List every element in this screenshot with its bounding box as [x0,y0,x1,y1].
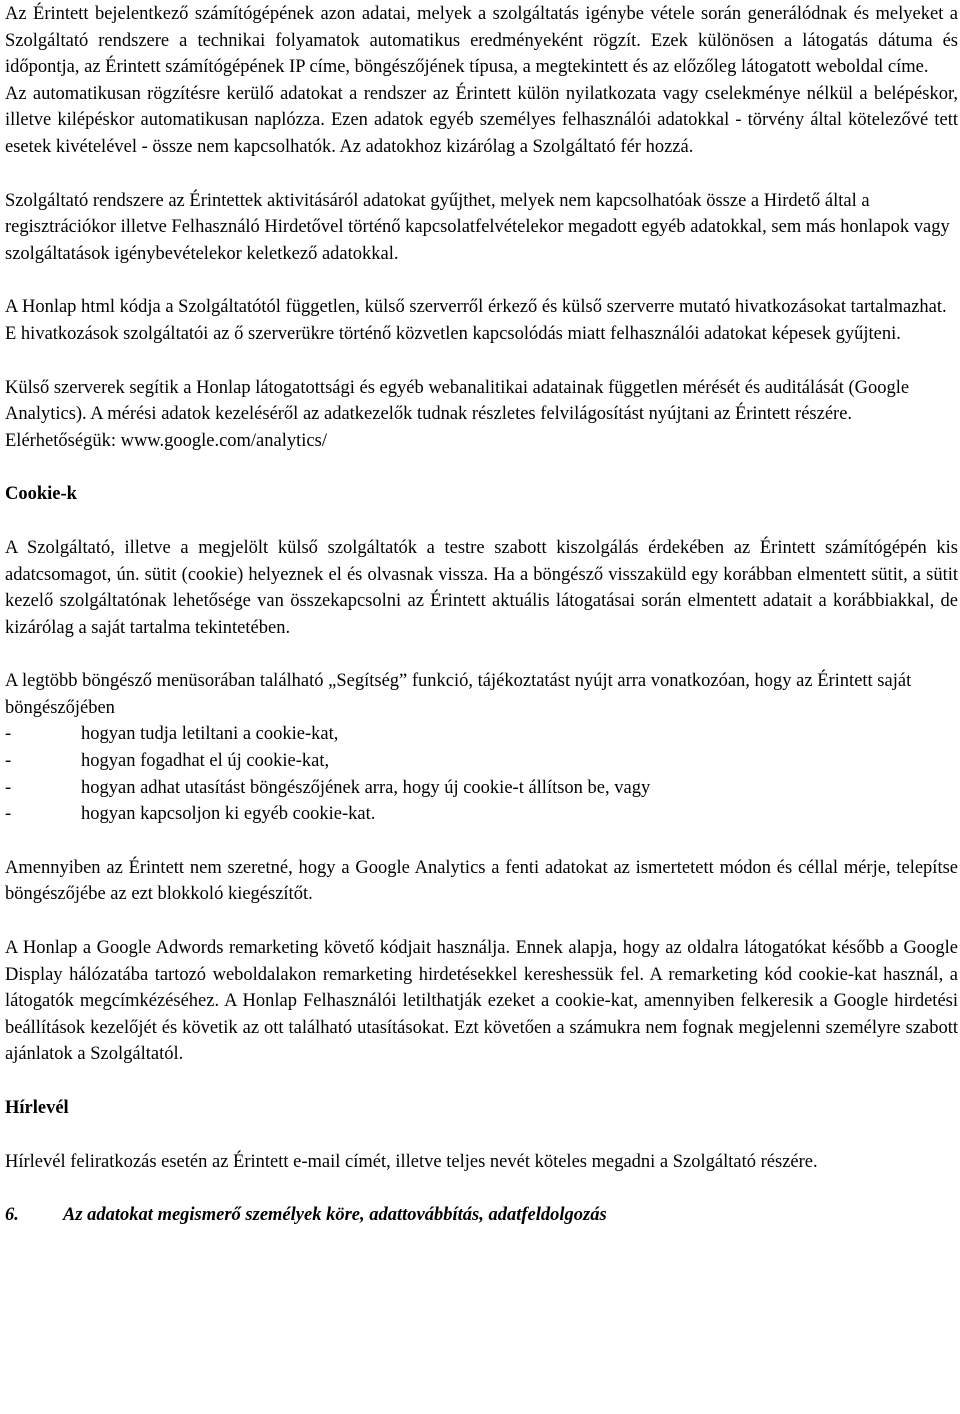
list-item-text: hogyan adhat utasítást böngészőjének arra, hogy új cookie-t állítson be, vagy [81,777,651,798]
spacer [5,508,958,535]
section-number: 6. [5,1205,19,1226]
spacer [5,1068,958,1095]
list-item-text: hogyan tudja letiltani a cookie-kat, [81,724,339,745]
spacer [5,267,958,294]
list-item [5,748,958,775]
list-item [5,775,958,802]
paragraph-browser-help: A legtöbb böngésző menüsorában található „Segítség” funkció, tájékoztatást nyújt arra vonatkozóan, hogy az Érintett saját böngészőjében [5,671,912,718]
document-page [5,1,958,1229]
paragraph-activity-data: Szolgáltató rendszere az Érintettek aktivitásáról adatokat gyűjthet, melyek nem kapcsolhatóak össze a Hirdető által a regisztrációkor illetve Felhasználó Hirdetővel történő kapcsolatfelvételekor megadott egyéb adatokkal, sem más honlapok vagy szolgáltatások igénybevételekor keletkező adatokkal. [5,190,950,264]
paragraph-remarketing: A Honlap a Google Adwords remarketing követő kódjait használja. Ennek alapja, hogy az oldalra látogatókat később a Google Display hálózatába tartozó weboldalakon remarketing hirdetésekkel kereshessük fel. A remarketing kód cookie-kat használ, a látogatók megcímkézéséhez. A Honlap Felhasználói letilthatják ezeket a cookie-kat, amennyiben felkeresik a Google hirdetési beállítások kezelőjét és követik az ott található utasításokat. Ezt követően a számukra nem fognak megjelenni személyre szabott ajánlatok a Szolgáltatól. [5,938,958,1065]
spacer [5,641,958,668]
spacer [5,1122,958,1149]
paragraph-newsletter: Hírlevél feliratkozás esetén az Érintett e-mail címét, illetve teljes nevét köteles megadni a Szolgáltató részére. [5,1151,818,1172]
heading-cookies: Cookie-k [5,484,77,505]
spacer [5,348,958,375]
section-title: Az adatokat megismerő személyek köre, adattovábbítás, adatfeldolgozás [63,1205,607,1226]
paragraph-cookie-description: A Szolgáltató, illetve a megjelölt külső szolgáltatók a testre szabott kiszolgálás érdekében az Érintett számítógépén kis adatcsomagot, ún. sütit (cookie) helyeznek el és olvasnak vissza. Ha a böngésző visszaküld egy korábban elmentett sütit, a sütit kezelő szolgáltatónak lehetősége van összekapcsolni az Érintett aktuális látogatásai során elmentett adatait a korábbiakkal, de kizárólag a saját tartalma tekintetében. [5,537,958,638]
cookie-options-list [5,721,958,827]
spacer [5,828,958,855]
spacer [5,161,958,188]
list-dash: - [5,777,12,798]
spacer [5,454,958,481]
paragraph-analytics-contact: Elérhetőségük: www.google.com/analytics/ [5,430,327,451]
list-item [5,721,958,748]
list-dash: - [5,804,12,825]
list-item-text: hogyan kapcsoljon ki egyéb cookie-kat. [81,804,376,825]
list-dash: - [5,751,12,772]
heading-newsletter: Hírlevél [5,1098,69,1118]
spacer [5,908,958,935]
list-item [5,801,958,828]
list-dash: - [5,724,12,745]
spacer [5,1175,958,1202]
paragraph-automatic-logging: Az automatikusan rögzítésre kerülő adatokat a rendszer az Érintett külön nyilatkozata vagy cselekménye nélkül a belépéskor, illetve kilépéskor automatikusan naplózza. Ezen adatok egyéb személyes felhasználói adatokkal - törvény által kötelezővé tett esetek kivételével - össze nem kapcsolhatók. Az adatokhoz kizárólag a Szolgáltató fér hozzá. [5,83,958,157]
paragraph-external-analytics: Külső szerverek segítik a Honlap látogatottsági és egyéb webanalitikai adatainak független mérését és auditálását (Google Analytics). A mérési adatok kezeléséről az adatkezelők tudnak részletes felvilágosítást nyújtani az Érintett részére. [5,377,910,425]
paragraph-external-links: A Honlap html kódja a Szolgáltatótól független, külső szerverről érkező és külső szerverre mutató hivatkozásokat tartalmazhat. E hivatkozások szolgáltatói az ő szerverükre történő közvetlen kapcsolódás miatt felhasználói adatokat képesek gyűjteni. [5,297,947,344]
list-item-text: hogyan fogadhat el új cookie-kat, [81,751,330,772]
section-6-heading [5,1202,958,1229]
paragraph-login-data: Az Érintett bejelentkező számítógépének azon adatai, melyek a szolgáltatás igénybe vétele során generálódnak és melyeket a Szolgáltató rendszere a technikai folyamatok automatikus eredményeként rögzít. Ezek különösen a látogatás dátuma és időpontja, az Érintett számítógépének IP címe, böngészőjének típusa, a megtekintett és az előzőleg látogatott weboldal címe. [5,4,958,78]
paragraph-analytics-optout: Amennyiben az Érintett nem szeretné, hogy a Google Analytics a fenti adatokat az ismertetett módon és céllal mérje, telepítse böngészőjébe az ezt blokkoló kiegészítőt. [5,857,958,905]
